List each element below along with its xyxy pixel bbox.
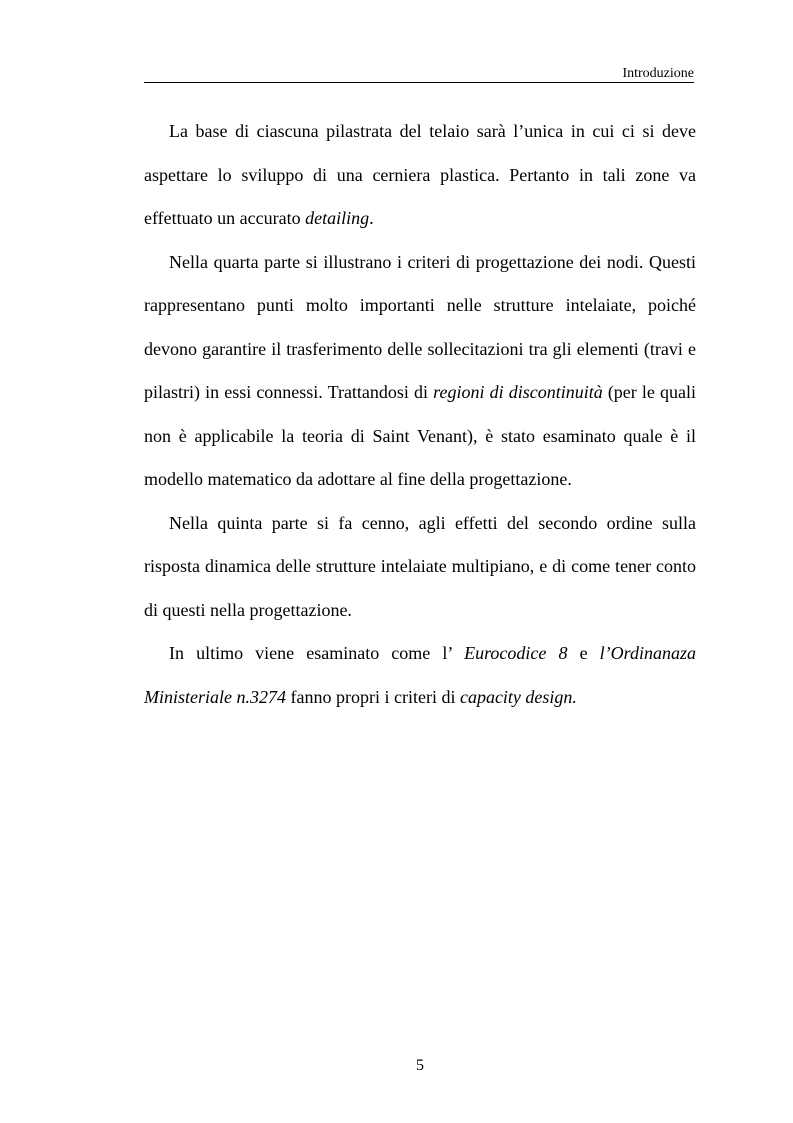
italic-term: detailing [305, 208, 370, 228]
paragraph-text: fanno propri i criteri di [286, 686, 460, 707]
italic-term: regioni di discontinuità [433, 382, 603, 402]
body-text [144, 110, 696, 719]
header-section-title: Introduzione [622, 66, 694, 81]
paragraph-text: In ultimo viene esaminato come l’ [169, 643, 465, 663]
italic-term: capacity design. [459, 686, 577, 707]
italic-term: l’Ordinanaza Ministeriale n.3274 [144, 643, 696, 707]
paragraph-text: Nella quinta parte si fa cenno, agli effetti del secondo ordine sulla risposta dinamica delle strutture intelaiate multipiano, e di come tener conto di questi nella progettazione. [144, 512, 696, 620]
paragraph-codes-capacity-design [144, 632, 696, 719]
italic-term: Eurocodice 8 [464, 643, 568, 663]
paragraph-text: . [369, 208, 374, 228]
paragraph-text: Nella quarta parte si illustrano i criteri di progettazione dei nodi. Questi rappresentano punti molto importanti nelle strutture intelaiate, poiché devono garantire il trasferimento delle sollecitazioni tra gli elementi (travi e pilastri) in essi connessi. Trattandosi di [144, 251, 696, 402]
page-number: 5 [416, 1057, 424, 1074]
paragraph-text: e [567, 643, 600, 663]
paragraph-second-order-effects [144, 502, 696, 633]
paragraph-nodes-design [144, 241, 696, 502]
paragraph-text: (per le quali non è applicabile la teoria di Saint Venant), è stato esaminato quale è il modello matematico da adottare al fine della progettazione. [144, 382, 696, 489]
paragraph-hinge-detailing [144, 110, 696, 241]
running-header [144, 64, 694, 83]
paragraph-text: La base di ciascuna pilastrata del telaio sarà l’unica in cui ci si deve aspettare lo sviluppo di una cerniera plastica. Pertanto in tali zone va effettuato un accurato [144, 121, 696, 228]
